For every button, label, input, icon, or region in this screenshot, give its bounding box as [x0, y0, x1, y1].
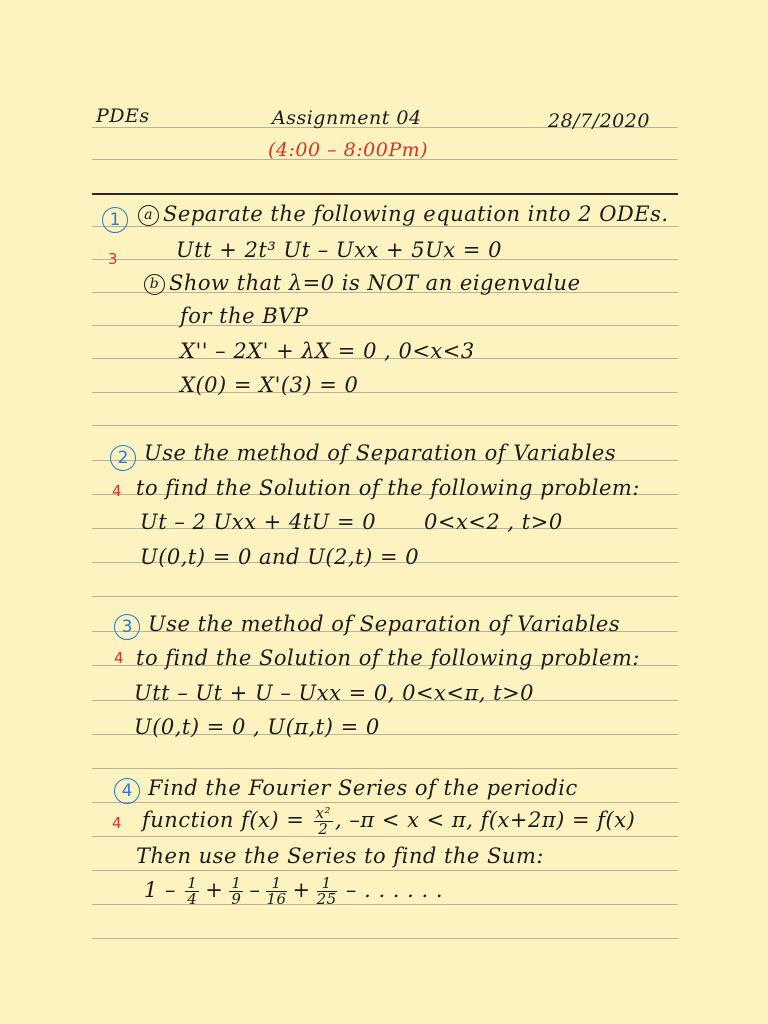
sum-term-fraction — [185, 876, 199, 907]
fx-fraction — [314, 806, 333, 837]
question-1-number: 1 — [102, 207, 128, 233]
sum-term-denominator: 9 — [231, 890, 242, 908]
sum-term-denominator: 4 — [187, 890, 198, 908]
assignment-time: (4:00 – 8:00Pm) — [268, 139, 429, 161]
question-4-line-2 — [142, 806, 635, 837]
question-4-line-1: Find the Fourier Series of the periodic — [148, 776, 578, 800]
series-sum — [144, 876, 443, 907]
question-1a-prompt: Separate the following equation into 2 ODEs. — [163, 202, 669, 226]
question-2-mark: 4 — [112, 482, 122, 500]
question-1a-equation: Utt + 2t³ Ut – Uxx + 5Ux = 0 — [176, 238, 502, 262]
sum-term-numerator: 1 — [187, 874, 198, 892]
sum-sign: + — [205, 878, 224, 902]
question-1-mark: 3 — [108, 250, 118, 268]
part-b-label: b — [144, 274, 165, 295]
sum-term-fraction — [229, 876, 243, 907]
question-1b-text-2: for the BVP — [180, 304, 309, 328]
question-3-equation: Utt – Ut + U – Uxx = 0, 0<x<π, t>0 — [134, 681, 535, 705]
function-domain: , –π < x < π, f(x+2π) = f(x) — [335, 808, 636, 832]
sum-lead: 1 – — [144, 878, 177, 902]
question-1b-text — [144, 271, 581, 295]
question-1a-text — [138, 202, 669, 226]
question-2-number: 2 — [110, 445, 136, 471]
question-3-number: 3 — [114, 614, 140, 640]
sum-sign: – — [249, 878, 261, 902]
sum-term-fraction — [317, 876, 337, 907]
fx-numerator: x² — [315, 804, 332, 822]
question-4-mark: 4 — [112, 814, 122, 832]
sum-term-denominator: 16 — [266, 890, 287, 908]
question-1b-equation-2: X(0) = X'(3) = 0 — [180, 373, 359, 397]
question-2-line-1: Use the method of Separation of Variables — [144, 441, 617, 465]
part-a-label: a — [138, 205, 159, 226]
assignment-date: 28/7/2020 — [548, 110, 650, 132]
sum-term-numerator: 1 — [266, 876, 286, 892]
assignment-title: Assignment 04 — [272, 107, 422, 129]
question-1b-equation-1: X'' – 2X' + λX = 0 , 0<x<3 — [180, 339, 475, 363]
sum-tail: – . . . . . . — [345, 878, 444, 902]
course-name: PDEs — [96, 105, 150, 127]
header-divider — [92, 193, 678, 195]
sum-term-fraction — [266, 876, 286, 907]
question-3-mark: 4 — [114, 649, 124, 667]
question-2-boundary: U(0,t) = 0 and U(2,t) = 0 — [140, 545, 420, 569]
question-3-boundary: U(0,t) = 0 , U(π,t) = 0 — [134, 715, 380, 739]
question-2-equation: Ut – 2 Uxx + 4tU = 0 — [140, 510, 377, 534]
question-4-number: 4 — [114, 778, 140, 804]
question-4-line-3: Then use the Series to find the Sum: — [136, 844, 544, 868]
fx-denominator: 2 — [318, 820, 329, 838]
function-definition: function f(x) = — [142, 808, 305, 832]
question-2-domain: 0<x<2 , t>0 — [424, 510, 563, 534]
sum-terms — [183, 874, 339, 908]
question-3-line-1: Use the method of Separation of Variables — [148, 612, 621, 636]
sum-term-numerator: 1 — [317, 876, 337, 892]
sum-term-denominator: 25 — [316, 890, 337, 908]
question-3-line-2: to find the Solution of the following problem: — [136, 646, 640, 670]
question-1b-prompt: Show that λ=0 is NOT an eigenvalue — [169, 271, 581, 295]
question-2-line-2: to find the Solution of the following problem: — [136, 476, 640, 500]
sum-term-numerator: 1 — [231, 874, 242, 892]
sum-sign: + — [292, 878, 311, 902]
